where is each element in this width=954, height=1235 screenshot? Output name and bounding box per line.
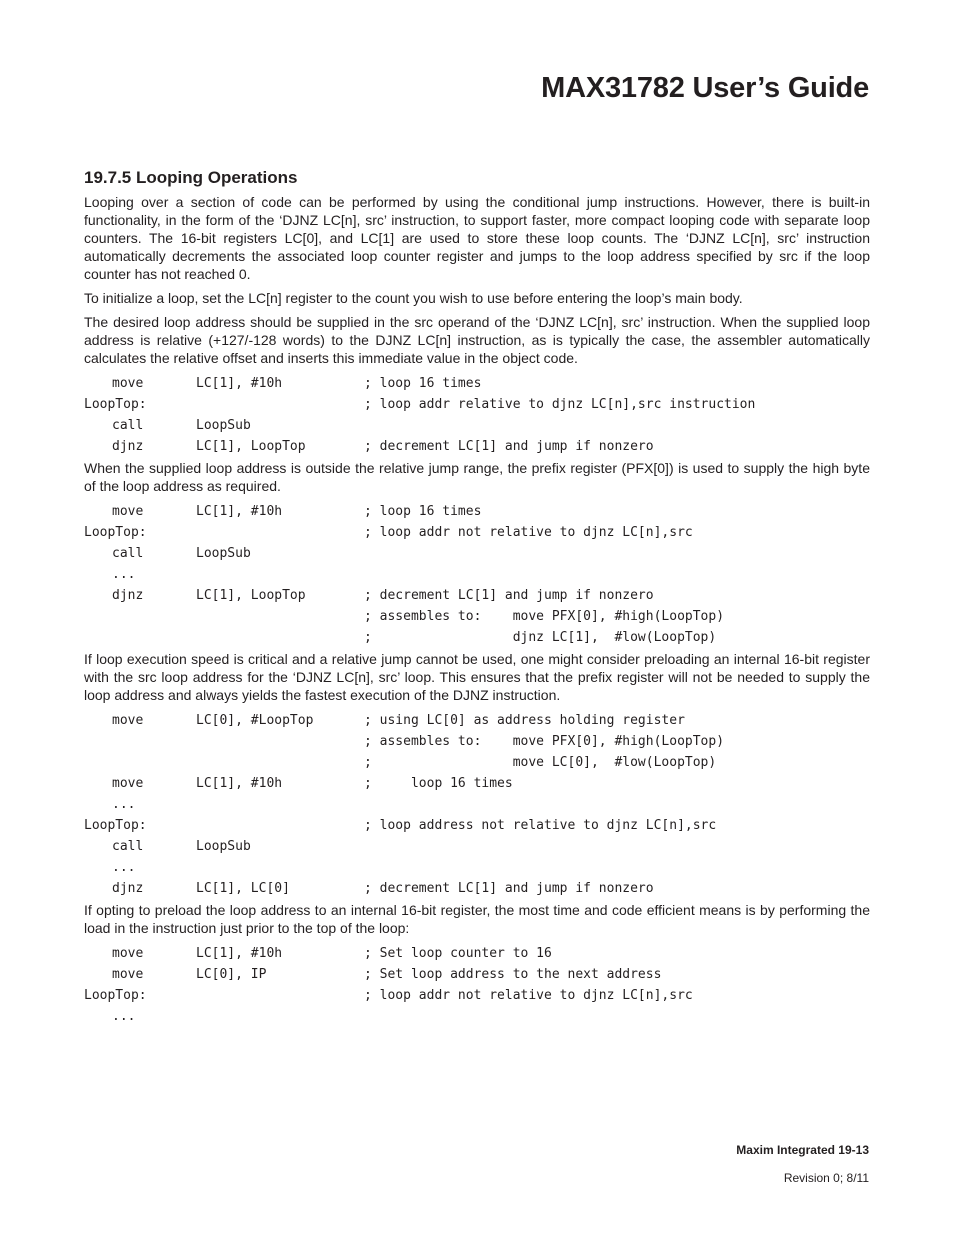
code-block-prefix [84,501,870,648]
code-line [84,415,870,436]
code-comment: ; decrement LC[1] and jump if nonzero [364,588,654,603]
code-opcode: move [112,967,144,982]
footer-company-page: Maxim Integrated 19-13 [736,1143,869,1157]
code-opcode: djnz [112,881,144,896]
code-block-preload [84,710,870,899]
code-line [84,773,870,794]
code-comment: ; Set loop counter to 16 [364,946,552,961]
code-line [84,394,870,415]
code-line [84,943,870,964]
code-line [84,794,870,815]
paragraph-outside-range: When the supplied loop address is outside the relative jump range, the prefix register (PFX[0]) is used to supply the high byte of the loop address as required. [84,460,870,494]
code-comment: ; using LC[0] as address holding register [364,713,685,728]
code-label: LoopTop: [84,525,147,540]
code-comment: ; decrement LC[1] and jump if nonzero [364,881,654,896]
code-label: LoopTop: [84,397,147,412]
code-opcode: move [112,504,144,519]
code-comment: ; Set loop address to the next address [364,967,662,982]
code-operands: LC[1], LC[0] [196,881,290,896]
code-operands: LC[1], #10h [196,376,283,391]
paragraph-intro: Looping over a section of code can be performed by using the conditional jump instructions. However, there is built-in functionality, in the form of the ‘DJNZ LC[n], src’ instruction, to support faster, more compact looping code with separate loop counters. The 16-bit registers LC[0], and LC[1] are used to store these loop counts. The ‘DJNZ LC[n], src’ instruction automatically decrements the associated loop counter register and jumps to the loop address specified by src if the loop counter has not reached 0. [84,194,870,282]
code-operands: LC[0], #LoopTop [196,713,314,728]
code-operands: LC[1], LoopTop [196,588,306,603]
code-opcode: call [112,546,144,561]
code-comment: ; move LC[0], #low(LoopTop) [364,755,717,770]
code-opcode: djnz [112,588,144,603]
code-block-ip [84,943,870,1027]
code-opcode: call [112,839,144,854]
code-line [84,436,870,457]
paragraph-loop-address: The desired loop address should be supplied in the src operand of the ‘DJNZ LC[n], src’ instruction. When the supplied loop address is relative (+127/-128 words) to the DJNZ LC[n] instruction, as is typically the case, the assembler automatically calculates the relative offset and inserts this immediate value in the object code. [84,314,870,366]
code-opcode: ... [112,1009,136,1024]
code-comment: ; assembles to: move PFX[0], #high(LoopTop) [364,609,725,624]
code-line [84,815,870,836]
code-line [84,522,870,543]
code-operands: LC[1], #10h [196,946,283,961]
code-opcode: call [112,418,144,433]
code-line [84,878,870,899]
paragraph-execution-speed: If loop execution speed is critical and a relative jump cannot be used, one might consider preloading an internal 16-bit register with the src loop address for the ‘DJNZ LC[n], src’ loop. This ensures that the prefix register will not be needed to supply the loop address and always yields the fastest execution of the DJNZ instruction. [84,651,870,703]
code-operands: LC[1], LoopTop [196,439,306,454]
code-operands: LoopSub [196,546,251,561]
code-line [84,501,870,522]
code-comment: ; loop addr relative to djnz LC[n],src instruction [364,397,756,412]
code-line [84,964,870,985]
code-line [84,752,870,773]
code-operands: LC[1], #10h [196,504,283,519]
code-line [84,543,870,564]
code-operands: LC[1], #10h [196,776,283,791]
paragraph-initialize: To initialize a loop, set the LC[n] register to the count you wish to use before entering the loop’s main body. [84,290,743,306]
code-comment: ; loop addr not relative to djnz LC[n],src [364,525,693,540]
code-comment: ; loop 16 times [364,776,513,791]
code-comment: ; loop 16 times [364,504,482,519]
code-line [84,585,870,606]
code-line [84,731,870,752]
code-opcode: move [112,376,144,391]
code-comment: ; loop 16 times [364,376,482,391]
code-line [84,627,870,648]
code-operands: LoopSub [196,418,251,433]
code-opcode: djnz [112,439,144,454]
code-comment: ; djnz LC[1], #low(LoopTop) [364,630,717,645]
code-operands: LC[0], IP [196,967,267,982]
code-line [84,710,870,731]
code-comment: ; assembles to: move PFX[0], #high(LoopTop) [364,734,725,749]
code-line [84,606,870,627]
code-label: LoopTop: [84,818,147,833]
code-comment: ; decrement LC[1] and jump if nonzero [364,439,654,454]
code-opcode: ... [112,860,136,875]
section-content [84,168,870,1029]
code-label: LoopTop: [84,988,147,1003]
paragraph-preload-efficient: If opting to preload the loop address to an internal 16-bit register, the most time and code efficient means is by performing the load in the instruction just prior to the top of the loop: [84,902,870,936]
code-line [84,564,870,585]
code-opcode: move [112,713,144,728]
code-operands: LoopSub [196,839,251,854]
code-opcode: move [112,776,144,791]
document-title: MAX31782 User’s Guide [541,72,869,104]
code-line [84,857,870,878]
footer-revision: Revision 0; 8/11 [783,1171,869,1185]
section-heading: 19.7.5 Looping Operations [84,168,298,187]
code-opcode: move [112,946,144,961]
code-line [84,836,870,857]
code-line [84,985,870,1006]
code-opcode: ... [112,797,136,812]
code-line [84,1006,870,1027]
code-comment: ; loop addr not relative to djnz LC[n],src [364,988,693,1003]
code-opcode: ... [112,567,136,582]
code-block-relative [84,373,870,457]
code-comment: ; loop address not relative to djnz LC[n],src [364,818,717,833]
code-line [84,373,870,394]
